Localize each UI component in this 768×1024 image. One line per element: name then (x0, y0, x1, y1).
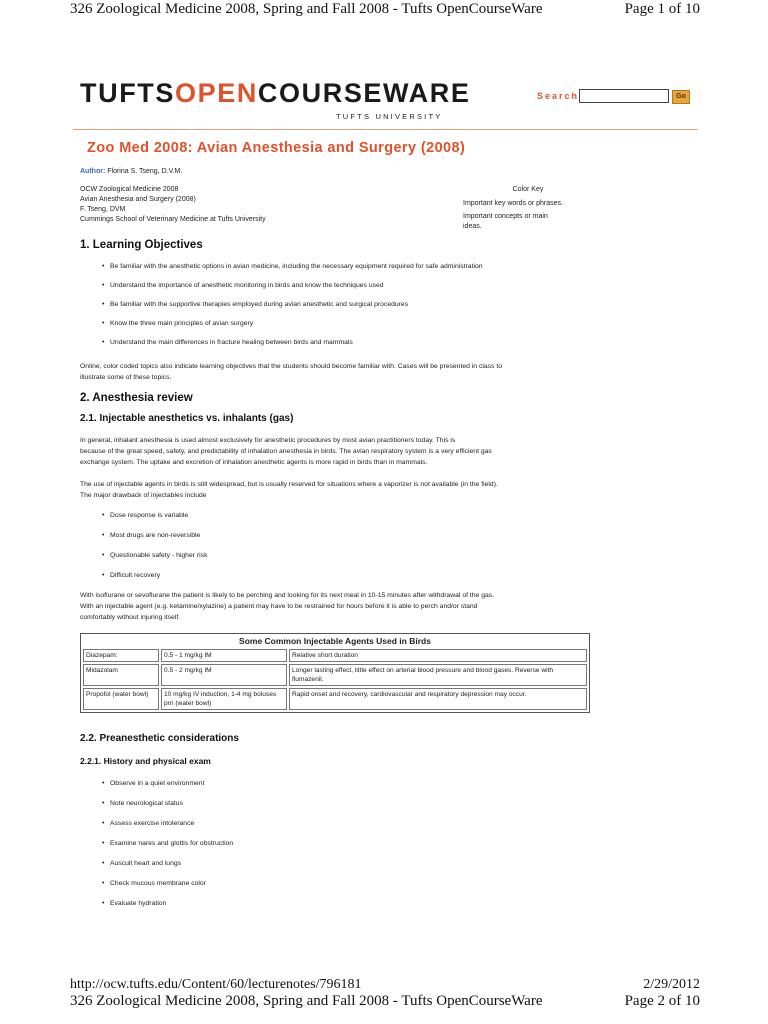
subsection-heading-injectables: 2.1. Injectable anesthetics vs. inhalants (gas) (80, 413, 294, 424)
note-line: Online, color coded topics also indicate learning objectives that the students should become familiar with. Cases will be presented in class to (80, 363, 503, 370)
injectable-drawbacks-list (102, 511, 207, 581)
table-row (83, 664, 587, 686)
print-header-page: Page 1 of 10 (624, 1, 700, 17)
list-item: • Difficult recovery (102, 571, 207, 581)
learning-objectives-list (102, 262, 483, 348)
injectable-agents-table (80, 633, 590, 713)
color-key-line: Important key words or phrases. (463, 200, 563, 207)
list-item: • Be familiar with the supportive therapies employed during avian anesthetic and surgical procedures (102, 300, 483, 310)
paragraph-line: because of the great speed, safety, and predictability of inhalation anesthesia in birds. The avian respiratory system is a very efficient gas (80, 448, 492, 455)
print-footer-date: 2/29/2012 (643, 977, 700, 992)
history-exam-list (102, 779, 233, 909)
list-item: • Check mucous membrane color (102, 879, 233, 889)
color-key-line: ideas. (463, 223, 482, 230)
paragraph-inhalant (80, 435, 492, 468)
print-footer-page: Page 2 of 10 (624, 993, 700, 1009)
paragraph-line: The use of injectable agents in birds is still widespread, but is usually reserved for situations where a vaporizer is not available (in the field). (80, 481, 498, 488)
course-info-line: Avian Anesthesia and Surgery (2008) (80, 196, 196, 203)
list-item: • Understand the main differences in fracture healing between birds and mammals (102, 338, 483, 348)
paragraph-line: exchange system. The uptake and excretion of inhalation anesthetic agents is more rapid in birds than in mammals. (80, 459, 428, 466)
table-row (83, 688, 587, 710)
paragraph-recovery (80, 590, 494, 623)
list-item: • Observe in a quiet environment (102, 779, 233, 789)
list-item: • Most drugs are non-reversible (102, 531, 207, 541)
list-item: • Assess exercise intolerance (102, 819, 233, 829)
table-cell-comment: Relative short duration (289, 649, 587, 662)
course-info (80, 185, 266, 225)
note-line: illustrate some of these topics. (80, 374, 172, 381)
list-item: • Evaluate hydration (102, 899, 233, 909)
logo-tufts: TUFTS (80, 78, 175, 108)
table-cell-comment: Longer lasting effect, little effect on arterial blood pressure and blood gases. Reverse with flumazenil. (289, 664, 587, 686)
table-caption: Some Common Injectable Agents Used in Birds (239, 636, 431, 646)
search-label: Search (537, 91, 580, 101)
table-cell-agent: Diazepam: (83, 649, 159, 662)
list-item: • Examine nares and glottis for obstruction (102, 839, 233, 849)
print-header-title: 326 Zoological Medicine 2008, Spring and Fall 2008 - Tufts OpenCourseWare (70, 1, 543, 17)
header-divider (73, 129, 698, 130)
subsection-heading-preanesthetic: 2.2. Preanesthetic considerations (80, 733, 239, 744)
paragraph-injectables (80, 479, 498, 501)
logo-courseware: COURSEWARE (257, 78, 471, 108)
print-footer-url: http://ocw.tufts.edu/Content/60/lecturenotes/796181 (70, 977, 362, 992)
tufts-ocw-logo[interactable] (80, 80, 470, 107)
table-cell-agent: Midazolam (83, 664, 159, 686)
list-item: • Questionable safety - higher risk (102, 551, 207, 561)
paragraph-line: With an injectable agent (e.g. ketamine/xylazine) a patient may have to be restrained for hours before it is able to perch and/or stand (80, 603, 478, 610)
table-cell-dose: 0.5 - 1 mg/kg IM (161, 649, 287, 662)
paragraph-line: The major drawback of injectables include (80, 492, 207, 499)
page-title: Zoo Med 2008: Avian Anesthesia and Surgery (2008) (87, 140, 466, 156)
course-info-line: F. Tseng, DVM (80, 206, 126, 213)
logo-open: OPEN (175, 78, 258, 108)
list-item: • Dose response is variable (102, 511, 207, 521)
list-item: • Know the three main principles of avian surgery (102, 319, 483, 329)
paragraph-line: In general, inhalant anesthesia is used almost exclusively for anesthetic procedures by most avian practitioners today. This is (80, 437, 456, 444)
list-item: • Note neurological status (102, 799, 233, 809)
color-key-line: Important concepts or main (463, 213, 548, 220)
section-heading-learning-objectives: 1. Learning Objectives (80, 239, 203, 251)
table-row (83, 649, 587, 662)
color-key-title: Color Key (512, 186, 544, 193)
author-line (80, 167, 182, 177)
list-item: • Understand the importance of anesthetic monitoring in birds and know the techniques used (102, 281, 483, 291)
logo-subtitle: TUFTS UNIVERSITY (336, 112, 443, 121)
learning-objectives-note (80, 361, 502, 383)
course-info-line: OCW Zoological Medicine 2008 (80, 186, 179, 193)
subsubsection-heading-history: 2.2.1. History and physical exam (80, 756, 211, 766)
table-cell-dose: 0.5 - 2 mg/kg IM (161, 664, 287, 686)
paragraph-line: With isoflurane or sevoflurane the patient is likely to be perching and looking for its next meal in 10-15 minutes after withdrawal of the gas. (80, 592, 495, 599)
section-heading-anesthesia-review: 2. Anesthesia review (80, 392, 193, 404)
course-info-line: Cummings School of Veterinary Medicine at Tufts University (80, 216, 266, 223)
print-footer-title: 326 Zoological Medicine 2008, Spring and Fall 2008 - Tufts OpenCourseWare (70, 993, 543, 1009)
author-name: Florina S. Tseng, D.V.M. (107, 168, 183, 175)
table-cell-dose: 10 mg/kg IV induction, 1-4 mg boluses prn (water bowl) (161, 688, 287, 710)
paragraph-line: comfortably without injuring itself. (80, 614, 181, 621)
author-label: Author: (80, 168, 106, 175)
table-cell-comment: Rapid onset and recovery, cardiovascular and respiratory depression may occur. (289, 688, 587, 710)
search-input[interactable] (579, 89, 669, 103)
color-key (463, 185, 593, 232)
search-go-button[interactable]: Go (672, 90, 690, 104)
list-item: • Be familiar with the anesthetic options in avian medicine, including the necessary equipment required for safe administration (102, 262, 483, 272)
list-item: • Auscult heart and lungs (102, 859, 233, 869)
table-cell-agent: Propofol (water bowl) (83, 688, 159, 710)
